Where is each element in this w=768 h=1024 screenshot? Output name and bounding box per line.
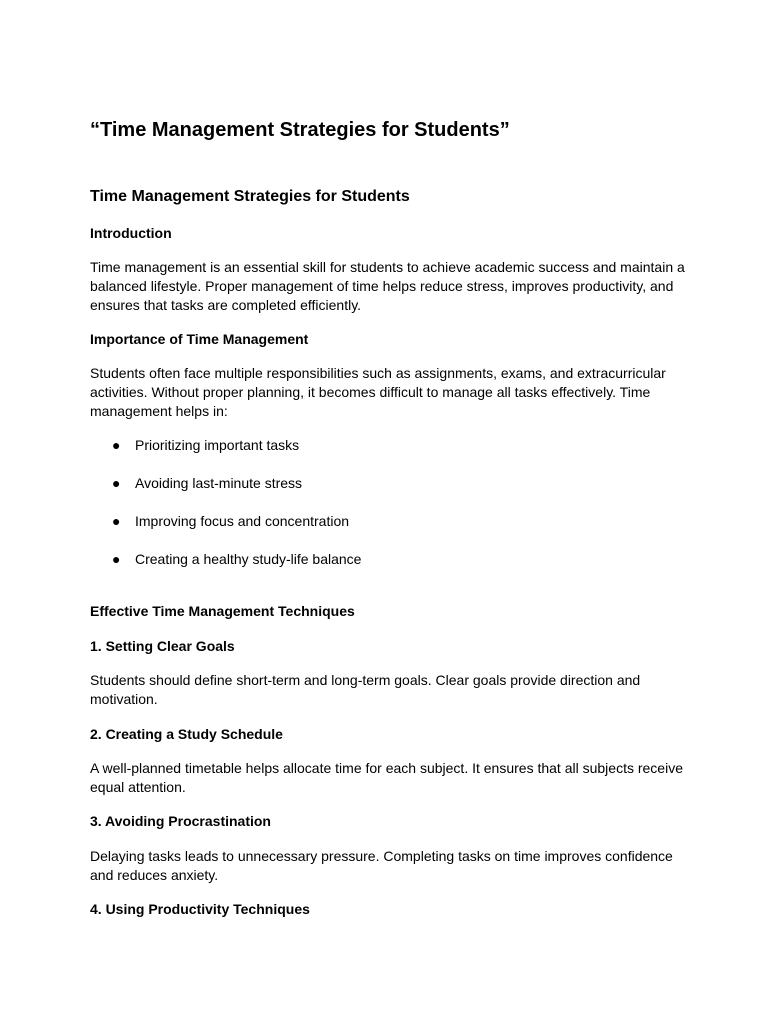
importance-paragraph: Students often face multiple responsibilities such as assignments, exams, and extracurricular activities. Without proper planning, it becomes difficult to manage all tasks effectively. Time management helps in:	[90, 365, 666, 419]
bullet-text: Avoiding last-minute stress	[135, 475, 303, 491]
bullet-dot-icon: ●	[112, 551, 121, 567]
bullet-dot-icon: ●	[112, 437, 121, 453]
technique-paragraph-procrastination: Delaying tasks leads to unnecessary pressure. Completing tasks on time improves confidence and reduces anxiety.	[90, 848, 673, 883]
bullet-text: Creating a healthy study-life balance	[135, 551, 362, 567]
technique-heading-productivity: 4. Using Productivity Techniques	[90, 901, 310, 917]
bullet-text: Prioritizing important tasks	[135, 437, 300, 453]
technique-heading-procrastination: 3. Avoiding Procrastination	[90, 813, 271, 829]
introduction-paragraph: Time management is an essential skill for students to achieve academic success and maintain a balanced lifestyle. Proper management of time helps reduce stress, improves productivity, and ensures that tasks are completed efficiently.	[90, 259, 685, 313]
technique-heading-schedule: 2. Creating a Study Schedule	[90, 726, 283, 742]
technique-paragraph-schedule: A well-planned timetable helps allocate time for each subject. It ensures that all subjects receive equal attention.	[90, 760, 683, 795]
bullet-dot-icon: ●	[112, 475, 121, 491]
importance-heading: Importance of Time Management	[90, 331, 309, 347]
document-subtitle: Time Management Strategies for Students	[90, 188, 410, 205]
bullet-dot-icon: ●	[112, 513, 121, 529]
techniques-heading: Effective Time Management Techniques	[90, 603, 355, 619]
technique-heading-goals: 1. Setting Clear Goals	[90, 638, 235, 654]
introduction-heading: Introduction	[90, 225, 172, 241]
document-title: “Time Management Strategies for Students”	[90, 119, 510, 141]
bullet-text: Improving focus and concentration	[135, 513, 350, 529]
technique-paragraph-goals: Students should define short-term and long-term goals. Clear goals provide direction and motivation.	[90, 672, 641, 707]
